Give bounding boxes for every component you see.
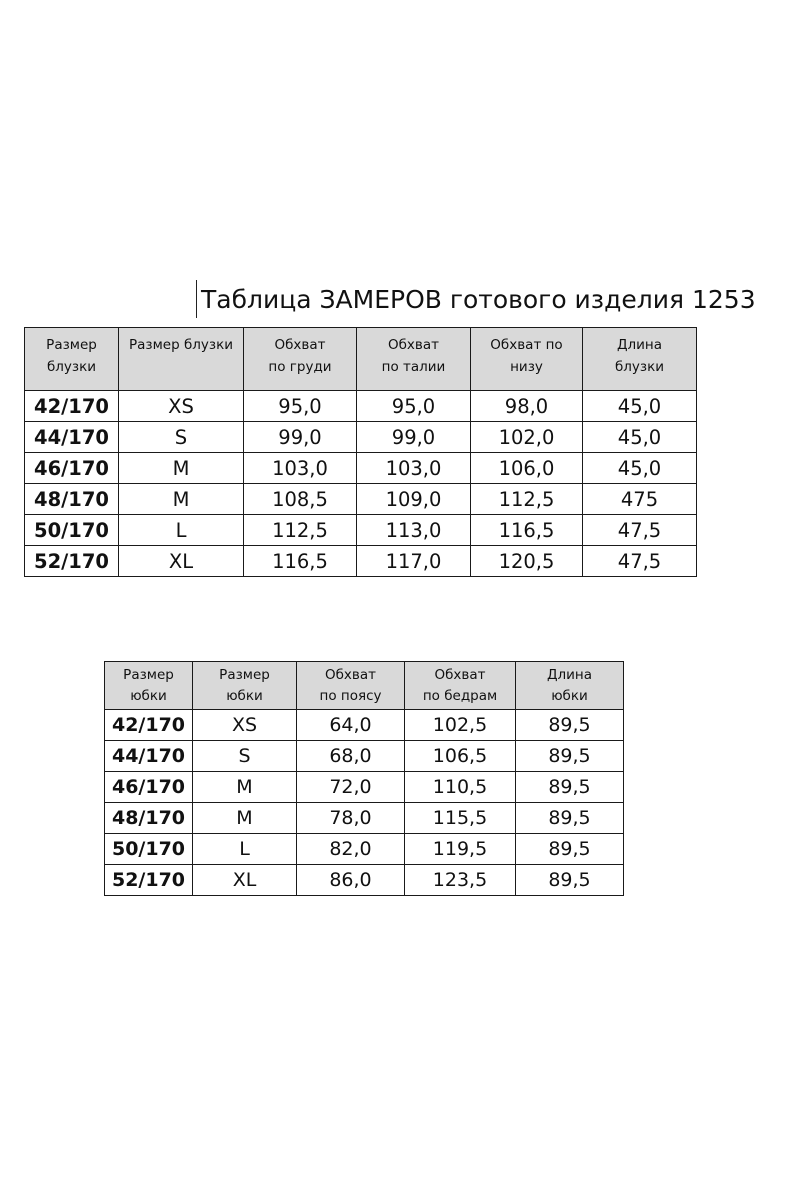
header-line: Размер — [219, 666, 270, 683]
cell-hips: 102,5 — [405, 710, 516, 741]
header-waistband — [297, 662, 405, 710]
cell-waist: 109,0 — [357, 484, 471, 515]
cell-chest: 95,0 — [244, 391, 357, 422]
cell-letter-size: S — [119, 422, 244, 453]
header-line: Размер — [46, 337, 97, 353]
cell-letter-size: XS — [193, 710, 297, 741]
cell-length: 89,5 — [516, 834, 624, 865]
table-header-row — [105, 662, 624, 710]
cell-length: 89,5 — [516, 710, 624, 741]
table-row — [25, 391, 697, 422]
cell-waistband: 82,0 — [297, 834, 405, 865]
cell-hem: 106,0 — [471, 453, 583, 484]
cell-letter-size: L — [119, 515, 244, 546]
cell-letter-size: L — [193, 834, 297, 865]
cell-waistband: 86,0 — [297, 865, 405, 896]
cell-size: 50/170 — [105, 834, 193, 865]
cell-letter-size: XL — [193, 865, 297, 896]
cell-hem: 120,5 — [471, 546, 583, 577]
cell-chest: 116,5 — [244, 546, 357, 577]
header-line: Обхват — [387, 337, 440, 353]
cell-letter-size: M — [119, 484, 244, 515]
header-line: по поясу — [319, 687, 382, 704]
cell-waist: 117,0 — [357, 546, 471, 577]
header-line: юбки — [130, 687, 167, 704]
cell-hem: 112,5 — [471, 484, 583, 515]
table-row — [105, 741, 624, 772]
cell-size: 42/170 — [105, 710, 193, 741]
cell-hem: 116,5 — [471, 515, 583, 546]
cell-length: 89,5 — [516, 772, 624, 803]
header-line: Обхват — [324, 666, 377, 683]
cell-waistband: 72,0 — [297, 772, 405, 803]
table-row — [25, 484, 697, 515]
cell-length: 45,0 — [583, 453, 697, 484]
cell-hips: 119,5 — [405, 834, 516, 865]
cell-hips: 123,5 — [405, 865, 516, 896]
table-row — [25, 453, 697, 484]
cell-size: 50/170 — [25, 515, 119, 546]
cell-length: 89,5 — [516, 865, 624, 896]
cell-waist: 99,0 — [357, 422, 471, 453]
header-line: Обхват по — [490, 337, 563, 353]
cell-length: 89,5 — [516, 803, 624, 834]
cell-letter-size: M — [119, 453, 244, 484]
cell-size: 46/170 — [105, 772, 193, 803]
cell-waistband: 68,0 — [297, 741, 405, 772]
header-line: по талии — [381, 359, 446, 375]
header-skirt-length — [516, 662, 624, 710]
header-line: Размер блузки — [129, 337, 233, 353]
cell-size: 48/170 — [105, 803, 193, 834]
table-row — [25, 515, 697, 546]
table-row — [25, 422, 697, 453]
cell-hem: 102,0 — [471, 422, 583, 453]
header-skirt-size — [105, 662, 193, 710]
header-line: по бедрам — [422, 687, 498, 704]
cell-letter-size: XS — [119, 391, 244, 422]
cell-chest: 99,0 — [244, 422, 357, 453]
cell-size: 52/170 — [105, 865, 193, 896]
skirt-measurements-table — [104, 661, 624, 896]
cell-hips: 106,5 — [405, 741, 516, 772]
cell-length: 475 — [583, 484, 697, 515]
header-skirt-letter-size — [193, 662, 297, 710]
cell-waistband: 78,0 — [297, 803, 405, 834]
cell-waistband: 64,0 — [297, 710, 405, 741]
header-line: Обхват — [434, 666, 486, 683]
cell-chest: 112,5 — [244, 515, 357, 546]
cell-hips: 115,5 — [405, 803, 516, 834]
header-line: юбки — [551, 687, 588, 704]
cell-size: 46/170 — [25, 453, 119, 484]
table-row — [105, 834, 624, 865]
cell-length: 89,5 — [516, 741, 624, 772]
text-cursor — [196, 280, 197, 318]
header-line: Длина — [546, 666, 593, 683]
cell-size: 52/170 — [25, 546, 119, 577]
cell-length: 47,5 — [583, 515, 697, 546]
header-line: блузки — [46, 359, 97, 375]
header-line: по груди — [268, 359, 332, 375]
cell-hem: 98,0 — [471, 391, 583, 422]
table-row — [105, 710, 624, 741]
header-line: блузки — [614, 359, 665, 375]
cell-chest: 108,5 — [244, 484, 357, 515]
header-blouse-length — [583, 328, 697, 391]
cell-waist: 113,0 — [357, 515, 471, 546]
cell-size: 44/170 — [25, 422, 119, 453]
cell-letter-size: S — [193, 741, 297, 772]
cell-letter-size: M — [193, 803, 297, 834]
header-blouse-size — [25, 328, 119, 391]
header-blouse-letter-size — [119, 328, 244, 391]
table-row — [105, 772, 624, 803]
cell-chest: 103,0 — [244, 453, 357, 484]
table-header-row — [25, 328, 697, 391]
cell-waist: 95,0 — [357, 391, 471, 422]
cell-hips: 110,5 — [405, 772, 516, 803]
table-row — [25, 546, 697, 577]
header-line: низу — [510, 359, 543, 375]
cell-size: 44/170 — [105, 741, 193, 772]
header-chest — [244, 328, 357, 391]
table-row — [105, 865, 624, 896]
cell-size: 48/170 — [25, 484, 119, 515]
header-line: юбки — [226, 687, 263, 704]
cell-waist: 103,0 — [357, 453, 471, 484]
header-hem — [471, 328, 583, 391]
page-title: Таблица ЗАМЕРОВ готового изделия 1253 — [201, 285, 756, 314]
header-waist — [357, 328, 471, 391]
cell-letter-size: M — [193, 772, 297, 803]
header-line: Размер — [123, 666, 174, 683]
cell-letter-size: XL — [119, 546, 244, 577]
header-line: Обхват — [274, 337, 326, 353]
cell-length: 45,0 — [583, 391, 697, 422]
header-line: Длина — [616, 337, 663, 353]
header-hips — [405, 662, 516, 710]
blouse-measurements-table — [24, 327, 697, 577]
cell-length: 45,0 — [583, 422, 697, 453]
cell-size: 42/170 — [25, 391, 119, 422]
table-row — [105, 803, 624, 834]
cell-length: 47,5 — [583, 546, 697, 577]
